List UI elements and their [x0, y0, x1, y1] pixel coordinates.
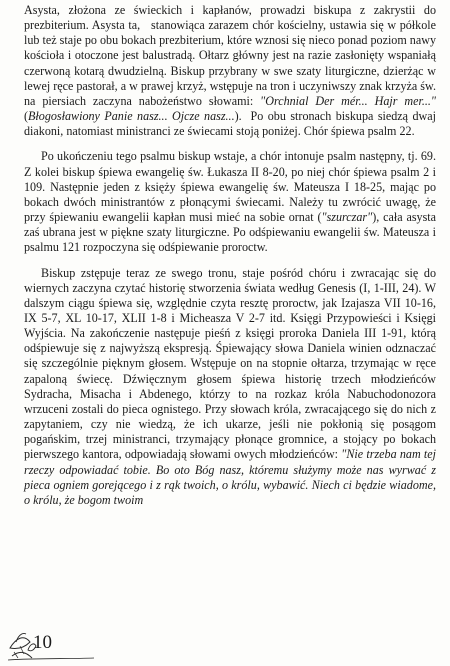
paragraph-2: Po ukończeniu tego psalmu biskup wstaje, a chór intonuje psalm następny, tj. 69. Z kolei biskup śpiewa ewangelię św. Łukasza II 8-20, po niej chór śpiewa psalm 2 i 109. Następnie jeden z księży śpiewa ewangelię św. Mateusza I 18-25, mając po bokach dwóch ministrantów z płonącymi świecami. Należy tu zwrócić uwagę, że przy śpiewaniu ewangelii kapłan musi mieć na sobie ornat ("szurczar"), cała asysta zaś ubrana jest w piękne szaty liturgiczne. Po odśpiewaniu ewangelii św. Mateusza i psalmu 121 rozpoczyna się odśpiewanie proroctw.	[24, 149, 437, 255]
body-text	[24, 3, 436, 508]
paragraph-3: Biskup zstępuje teraz ze swego tronu, staje pośród chóru i zwracając się do wiernych zaczyna czytać historię stworzenia świata według Genesis (I, 1-III, 24). W dalszym ciągu śpiewa się, względnie czyta resztę proroctw, jak Izajasza VII 10-16, IX 5-7, XL 10-17, XLII 1-8 i Micheasza V 2-7 itd. Księgi Przypowieści i Księgi Wyjścia. Na zakończenie następuje pieśń z księgi proroka Daniela III 1-91, którą odśpiewuje się z najwyższą ekspresją. Śpiewający słowa Daniela winien odznaczać się szczególnie pięknym głosem. Wstępuje on na stopnie ołtarza, trzymając w ręce zapaloną świecę. Dźwięcznym głosem śpiewa historię trzech młodzieńców Sydracha, Misacha i Abdenego, którzy to na rozkaz króla Nabuchodonozora wrzuceni zostali do pieca ognistego. Przy słowach króla, zwracającego się do nich z zapytaniem, czy nie wiedzą, że ich ukarze, jeśli nie pokłonią się posągom pogańskim, trzej ministranci, trzymający płonące gromnice, a stojący po bokach pierwszego kantora, odpowiadają słowami owych młodzieńców: "Nie trzeba nam tej rzeczy odpowiadać tobie. Bo oto Bóg nasz, któremu służymy może nas wyrwać z pieca ogniem gorejącego i z rąk twoich, o królu, wybawić. Niech ci będzie wiadome, o królu, że bogom twoim	[24, 265, 436, 507]
paragraph-1: Asysta, złożona ze świeckich i kapłanów, prowadzi biskupa z zakrystii do prezbiterium. Asysta ta, stanowiąca zarazem chór kościelny, ustawia się w półkole lub też staje po obu bokach prezbiterium, które wznosi się nieco ponad poziom nawy kościoła i otoczone jest balustradą. Ołtarz główny jest na razie zasłonięty wspaniałą czerwoną kotarą dwudzielną. Biskup przybrany w swe szaty liturgiczne, dzierżąc w lewej ręce pastorał, a w prawej krzyż, wstępuje na tron i uczyniwszy znak krzyża św. na piersiach zaczyna nabożeństwo słowami: "Orchnial Der mér... Hajr mer..." (Błogosławiony Panie nasz... Ojcze nasz...). Po obu stronach biskupa siedzą dwaj diakoni, natomiast ministranci ze świecami stoją poniżej. Chór śpiewa psalm 22.	[24, 3, 436, 139]
paragraph-gap	[24, 256, 436, 266]
page-number: 10	[33, 632, 52, 653]
paragraph-gap	[24, 139, 436, 149]
